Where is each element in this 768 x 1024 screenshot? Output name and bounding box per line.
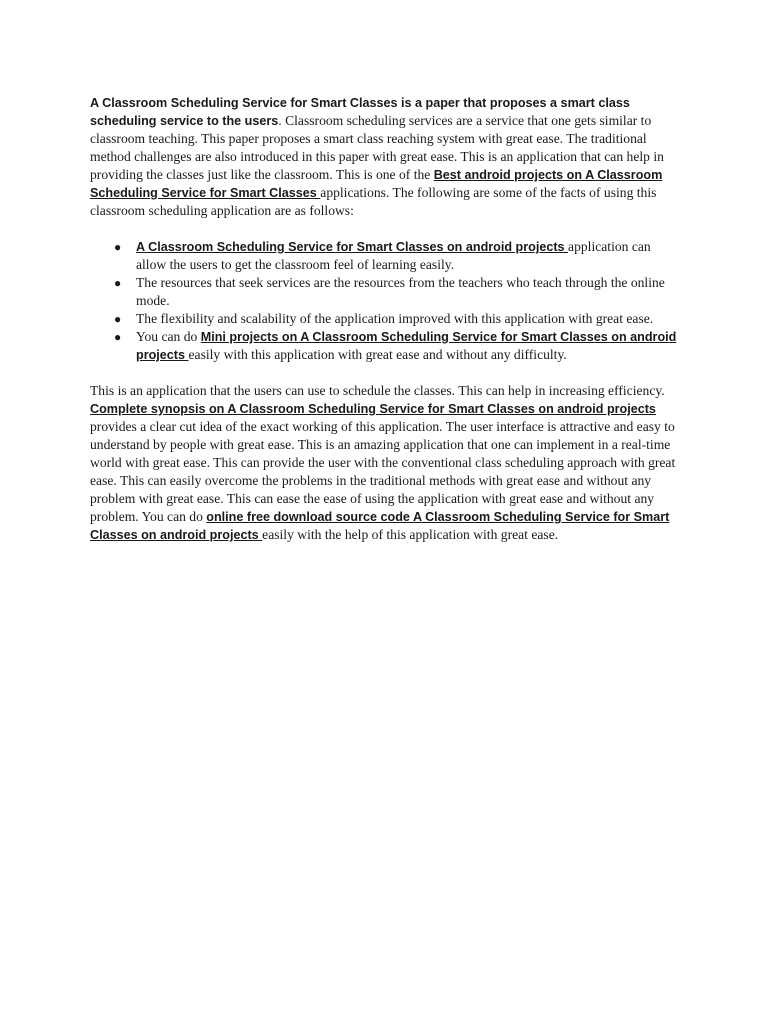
intro-bold-lead: A Classroom Scheduling Service for Smart Classes is a paper that proposes a smart class scheduling service to the users xyxy=(90,96,630,128)
list-item-text: The resources that seek services are the resources from the teachers who teach through the online mode. xyxy=(136,275,665,308)
bullet-icon: ● xyxy=(114,330,122,344)
list-item-text: easily with this application with great ease and without any difficulty. xyxy=(188,347,567,362)
bullet-icon: ● xyxy=(114,312,122,326)
android-projects-link[interactable]: A Classroom Scheduling Service for Smart Classes on android projects xyxy=(136,240,569,254)
list-item xyxy=(114,238,682,274)
intro-text: . Classroom scheduling services are a service that one gets similar to classroom teaching. This paper proposes a smart class reaching system with great ease. The traditional method challenges are also introduced in this paper with great ease. This is an application that can help in providing the classes just like the classroom. This is one of the xyxy=(90,113,664,182)
closing-text-middle: provides a clear cut idea of the exact working of this application. The user interface is attractive and easy to understand by people with great ease. This is an amazing application that one can implement in a real-time world with great ease. This can provide the user with the conventional class scheduling approach with great ease. This can easily overcome the problems in the traditional methods with great ease and without any problem with great ease. This can ease the ease of using the application with great ease and without any problem. You can do xyxy=(90,419,676,524)
intro-paragraph xyxy=(90,94,682,220)
intro-text-end: applications. The following are some of the facts of using this classroom scheduling application are as follows: xyxy=(90,185,657,218)
best-android-projects-link[interactable]: Best android projects on A Classroom Scheduling Service for Smart Classes xyxy=(90,168,663,200)
source-code-download-link[interactable]: online free download source code A Classroom Scheduling Service for Smart Classes on android projects xyxy=(90,510,670,542)
list-item-prefix: You can do xyxy=(136,329,201,344)
closing-paragraph xyxy=(90,382,682,544)
closing-text-end: easily with the help of this application with great ease. xyxy=(262,527,559,542)
document-page xyxy=(90,94,682,544)
facts-list xyxy=(90,238,682,364)
list-item xyxy=(114,328,682,364)
list-item-text: The flexibility and scalability of the application improved with this application with great ease. xyxy=(136,311,654,326)
list-item xyxy=(114,310,682,328)
bullet-icon: ● xyxy=(114,240,122,254)
list-item xyxy=(114,274,682,310)
list-item-text: application can allow the users to get the classroom feel of learning easily. xyxy=(136,239,651,272)
bullet-icon: ● xyxy=(114,276,122,290)
closing-text: This is an application that the users can use to schedule the classes. This can help in increasing efficiency. xyxy=(90,383,665,398)
mini-projects-link[interactable]: Mini projects on A Classroom Scheduling Service for Smart Classes on android projects xyxy=(136,330,677,362)
complete-synopsis-link[interactable]: Complete synopsis on A Classroom Scheduling Service for Smart Classes on android projects xyxy=(90,402,656,416)
